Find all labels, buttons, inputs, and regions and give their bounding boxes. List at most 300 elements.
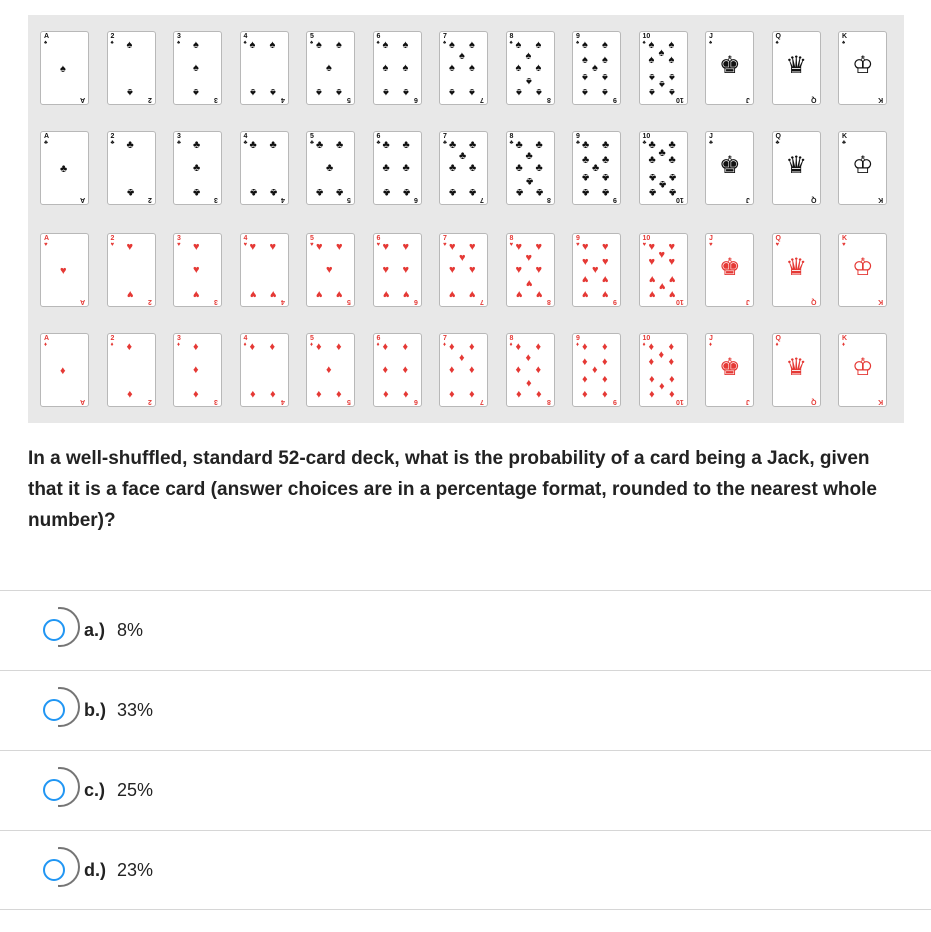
hearts-pip-icon: ♥ [535,288,543,300]
clubs-pip-icon: ♣ [648,186,656,198]
card-pips [516,140,547,198]
card-rank: 6 [376,235,381,242]
diamonds-pip-icon: ♦ [249,388,256,400]
spades-pip-icon: ♠ [648,86,655,98]
card-rank-inverted: Q [811,96,817,103]
diamonds-pip-icon: ♦ [469,341,475,353]
card-suit-mini-icon: ♦ [443,342,447,348]
diamonds-pip-icon: ♦ [382,388,389,400]
card-rank: 3 [177,33,181,40]
card-rank-inverted: 6 [413,96,418,103]
clubs-pip-icon: ♣ [668,186,676,198]
card-rank-inverted: K [877,298,883,305]
diamonds-pip-icon: ♦ [535,388,542,400]
spades-pip-icon: ♠ [582,54,588,66]
playing-card [306,31,355,105]
card-rank: 2 [110,335,115,342]
hearts-pip-icon: ♥ [602,241,609,253]
playing-card [240,233,289,307]
diamonds-pip-icon: ♦ [469,388,475,400]
card-suit-mini-icon: ♥ [775,242,780,248]
playing-card [572,131,621,205]
card-pips [117,342,148,400]
hearts-pip-icon: ♥ [582,241,589,253]
choice-a[interactable] [0,590,931,670]
spades-pip-icon: ♠ [449,39,455,51]
spades-pip-icon: ♠ [668,86,675,98]
face-card-figure-icon: ♚ [719,52,741,79]
hearts-pip-icon: ♥ [316,241,323,253]
card-rank-inverted: 9 [613,298,617,305]
face-card-figure-icon: ♔ [852,52,874,79]
hearts-pip-icon: ♥ [382,288,390,300]
playing-card [173,31,222,105]
playing-card [107,31,156,105]
diamonds-pip-icon: ♦ [402,364,409,376]
hearts-pip-icon: ♥ [525,277,533,289]
spades-pip-icon: ♠ [525,50,532,62]
playing-card [240,131,289,205]
clubs-pip-icon: ♣ [668,154,676,166]
card-rank-inverted: 10 [675,298,684,305]
choice-letter: d.) [84,860,106,880]
clubs-pip-icon: ♣ [126,139,134,151]
playing-card [173,131,222,205]
playing-card [107,333,156,407]
card-rank-inverted: 8 [546,298,551,305]
card-pips [316,242,347,300]
clubs-pip-icon: ♣ [648,139,656,151]
hearts-pip-icon: ♥ [469,288,476,300]
diamonds-pip-icon: ♦ [515,388,522,400]
clubs-pip-icon: ♣ [602,186,610,198]
diamonds-pip-icon: ♦ [668,373,675,385]
card-rank: Q [775,33,781,40]
card-suit-mini-icon: ♣ [310,140,314,146]
playing-card [772,233,821,307]
card-suit-mini-icon: ♠ [842,40,846,46]
card-suit-mini-icon: ♥ [376,242,381,248]
playing-card [838,131,887,205]
radio-button-icon[interactable] [43,619,65,641]
hearts-pip-icon: ♥ [648,288,656,300]
spades-pip-icon: ♠ [316,39,322,51]
card-pips [50,342,81,400]
face-card-figure-icon: ♚ [719,354,741,381]
diamonds-pip-icon: ♦ [582,341,588,353]
hearts-pip-icon: ♥ [582,288,589,300]
face-card-figure-icon: ♔ [852,354,874,381]
card-rank-inverted: A [79,298,85,305]
diamonds-pip-icon: ♦ [525,352,532,364]
spades-pip-icon: ♠ [592,62,598,74]
diamonds-pip-icon: ♦ [316,388,322,400]
card-pips [316,342,347,400]
hearts-pip-icon: ♥ [582,273,589,285]
playing-card [705,31,754,105]
card-suit-mini-icon: ♠ [443,40,447,46]
hearts-pip-icon: ♥ [459,252,466,264]
hearts-pip-icon: ♥ [326,264,333,276]
face-card-figure-icon: ♛ [785,52,808,79]
card-rank-inverted: Q [811,398,817,405]
card-rank-inverted: 7 [480,96,484,103]
clubs-pip-icon: ♣ [402,139,410,151]
card-rank-inverted: 7 [480,298,484,305]
clubs-pip-icon: ♣ [382,162,390,174]
playing-card [572,31,621,105]
card-rank: A [44,335,50,342]
card-rank-inverted: 7 [480,398,484,405]
diamonds-pip-icon: ♦ [449,364,455,376]
playing-card [705,333,754,407]
spades-pip-icon: ♠ [126,86,133,98]
hearts-pip-icon: ♥ [382,241,390,253]
card-pips [250,242,281,300]
card-rank: 4 [243,235,248,242]
card-rank-inverted: 4 [280,398,285,405]
diamonds-pip-icon: ♦ [316,341,322,353]
playing-card [373,333,422,407]
playing-card [173,333,222,407]
card-rank-inverted: K [877,96,883,103]
diamonds-pip-icon: ♦ [382,364,389,376]
card-suit-mini-icon: ♥ [310,242,314,248]
card-suit-mini-icon: ♥ [509,242,514,248]
card-pips [250,140,281,198]
card-rank: 9 [576,235,580,242]
face-card-figure-icon: ♛ [785,152,808,179]
card-pips [316,140,347,198]
card-suit-mini-icon: ♠ [775,40,779,46]
card-pips [449,242,480,300]
playing-card [439,333,488,407]
clubs-pip-icon: ♣ [592,162,600,174]
card-rank: 4 [243,133,248,140]
card-rank: 2 [110,33,115,40]
clubs-pip-icon: ♣ [459,150,467,162]
spades-pip-icon: ♠ [469,39,475,51]
hearts-pip-icon: ♥ [602,288,609,300]
card-rank: Q [775,335,781,342]
card-rank-inverted: 2 [147,196,152,203]
card-pips [582,342,613,400]
clubs-pip-icon: ♣ [535,186,543,198]
diamonds-pip-icon: ♦ [658,380,665,392]
spades-pip-icon: ♠ [469,62,475,74]
card-rank-inverted: 3 [214,298,218,305]
card-rank: 7 [443,235,447,242]
playing-card [40,233,89,307]
clubs-pip-icon: ♣ [469,162,477,174]
clubs-pip-icon: ♣ [193,186,201,198]
card-suit-mini-icon: ♦ [576,342,580,348]
diamonds-pip-icon: ♦ [648,373,655,385]
card-suit-mini-icon: ♦ [509,342,513,348]
diamonds-pip-icon: ♦ [249,341,256,353]
question-text: In a well-shuffled, standard 52-card deck, what is the probability of a card being a Jack, given that it is a face card (answer choices are in a percentage format, rounded to the nearest whole number)? [28,448,877,531]
face-card-figure-icon: ♛ [785,354,808,381]
hearts-pip-icon: ♥ [336,288,343,300]
playing-card [373,31,422,105]
spades-pip-icon: ♠ [515,62,522,74]
card-suit-mini-icon: ♣ [243,140,248,146]
clubs-pip-icon: ♣ [382,139,390,151]
playing-card [838,333,887,407]
card-rank-inverted: 4 [280,196,285,203]
card-rank: 5 [310,133,314,140]
card-suit-mini-icon: ♥ [110,242,115,248]
card-pips [449,40,480,98]
playing-card [40,333,89,407]
choice-letter: c.) [84,780,106,800]
card-rank-inverted: 6 [413,298,418,305]
spades-pip-icon: ♠ [249,86,256,98]
clubs-pip-icon: ♣ [602,171,610,183]
clubs-pip-icon: ♣ [193,139,201,151]
card-rank-inverted: 2 [147,96,152,103]
diamonds-pip-icon: ♦ [592,364,598,376]
card-rank: Q [775,133,781,140]
spades-pip-icon: ♠ [515,86,522,98]
card-rank: 3 [177,235,181,242]
radio-button-icon[interactable] [43,859,65,881]
spades-pip-icon: ♠ [668,71,675,83]
card-pips [516,40,547,98]
card-rank-inverted: 2 [147,298,152,305]
card-rank: K [842,235,848,242]
playing-card [506,131,555,205]
playing-card [639,131,688,205]
playing-card [639,31,688,105]
hearts-pip-icon: ♥ [249,241,257,253]
card-rank-inverted: 9 [613,96,617,103]
spades-pip-icon: ♠ [648,71,655,83]
card-rank: 6 [376,33,381,40]
card-suit-mini-icon: ♣ [709,140,713,146]
card-suit-mini-icon: ♦ [110,342,114,348]
card-pips [449,342,480,400]
spades-pip-icon: ♠ [402,39,409,51]
card-rank: 6 [376,335,381,342]
card-suit-mini-icon: ♠ [110,40,114,46]
card-pips [649,140,680,198]
spades-pip-icon: ♠ [60,63,66,75]
card-rank: K [842,33,848,40]
radio-button-icon[interactable] [43,779,65,801]
spades-pip-icon: ♠ [126,39,133,51]
radio-button-icon[interactable] [43,699,65,721]
spades-pip-icon: ♠ [535,86,542,98]
playing-card [705,233,754,307]
playing-card [107,233,156,307]
card-rank: 7 [443,335,447,342]
spades-pip-icon: ♠ [193,39,199,51]
card-rank-inverted: 8 [546,196,551,203]
clubs-pip-icon: ♣ [449,139,457,151]
spades-pip-icon: ♠ [316,86,322,98]
clubs-pip-icon: ♣ [648,154,656,166]
hearts-pip-icon: ♥ [515,288,523,300]
card-rank: J [709,335,713,342]
clubs-pip-icon: ♣ [316,186,324,198]
diamonds-pip-icon: ♦ [60,365,66,377]
card-suit-mini-icon: ♠ [709,40,713,46]
playing-card [439,233,488,307]
clubs-pip-icon: ♣ [126,186,134,198]
playing-card [705,131,754,205]
spades-pip-icon: ♠ [602,54,608,66]
answer-choices [0,590,931,910]
hearts-pip-icon: ♥ [535,264,543,276]
card-suit-mini-icon: ♠ [44,40,48,46]
hearts-pip-icon: ♥ [668,288,676,300]
diamonds-pip-icon: ♦ [269,388,276,400]
card-rank-inverted: 10 [675,196,684,203]
hearts-pip-icon: ♥ [449,264,456,276]
card-suit-mini-icon: ♦ [842,342,846,348]
spades-pip-icon: ♠ [582,86,588,98]
diamonds-pip-icon: ♦ [648,388,655,400]
clubs-pip-icon: ♣ [336,186,344,198]
playing-card [572,333,621,407]
spades-pip-icon: ♠ [269,39,276,51]
clubs-pip-icon: ♣ [515,186,523,198]
hearts-pip-icon: ♥ [449,288,456,300]
card-suit-mini-icon: ♦ [642,342,646,348]
hearts-pip-icon: ♥ [602,256,609,268]
card-suit-mini-icon: ♠ [177,40,181,46]
playing-card [439,131,488,205]
card-rank-inverted: 5 [347,298,351,305]
card-suit-mini-icon: ♦ [775,342,779,348]
card-pips [50,140,81,198]
card-suit-mini-icon: ♥ [842,242,846,248]
hearts-pip-icon: ♥ [602,273,609,285]
hearts-pip-icon: ♥ [126,288,134,300]
choice-text: 8% [117,620,144,640]
card-rank: 5 [310,33,314,40]
hearts-pip-icon: ♥ [658,249,666,261]
choice-text: 25% [117,780,154,800]
card-rank-inverted: K [877,398,883,405]
diamonds-pip-icon: ♦ [582,356,588,368]
hearts-pip-icon: ♥ [469,241,476,253]
card-rank: 3 [177,133,181,140]
card-pips [117,140,148,198]
card-rank-inverted: Q [811,298,817,305]
card-suit-mini-icon: ♦ [310,342,314,348]
spades-pip-icon: ♠ [402,62,409,74]
diamonds-pip-icon: ♦ [336,388,342,400]
card-suit-mini-icon: ♣ [576,140,580,146]
clubs-pip-icon: ♣ [525,175,533,187]
card-suit-mini-icon: ♣ [775,140,780,146]
playing-card [506,233,555,307]
card-pips [117,40,148,98]
hearts-pip-icon: ♥ [525,252,533,264]
diamonds-pip-icon: ♦ [535,341,542,353]
diamonds-pip-icon: ♦ [525,377,532,389]
diamonds-pip-icon: ♦ [382,341,389,353]
card-suit-mini-icon: ♠ [310,40,314,46]
diamonds-pip-icon: ♦ [269,341,276,353]
clubs-pip-icon: ♣ [515,139,523,151]
clubs-pip-icon: ♣ [582,186,590,198]
clubs-pip-icon: ♣ [469,139,477,151]
clubs-pip-icon: ♣ [668,171,676,183]
clubs-pip-icon: ♣ [269,186,277,198]
card-rank: 10 [642,33,651,40]
diamonds-pip-icon: ♦ [402,341,409,353]
card-rank-inverted: 5 [347,196,351,203]
card-rank: 5 [310,335,314,342]
diamonds-pip-icon: ♦ [193,388,199,400]
spades-pip-icon: ♠ [469,86,475,98]
card-rank-inverted: 2 [147,398,152,405]
spades-pip-icon: ♠ [535,62,542,74]
playing-card [373,131,422,205]
card-suit-mini-icon: ♥ [576,242,580,248]
diamonds-pip-icon: ♦ [193,364,199,376]
spades-pip-icon: ♠ [582,71,588,83]
hearts-pip-icon: ♥ [535,241,543,253]
card-rank-inverted: 6 [413,196,418,203]
playing-card [506,333,555,407]
clubs-pip-icon: ♣ [515,162,523,174]
hearts-pip-icon: ♥ [249,288,257,300]
spades-pip-icon: ♠ [582,39,588,51]
card-rank: 8 [509,33,514,40]
hearts-pip-icon: ♥ [193,288,200,300]
card-rank: A [44,235,50,242]
diamonds-pip-icon: ♦ [668,356,675,368]
hearts-pip-icon: ♥ [60,265,67,277]
clubs-pip-icon: ♣ [602,154,610,166]
hearts-pip-icon: ♥ [515,264,523,276]
card-pips [582,40,613,98]
card-rank-inverted: 5 [347,398,351,405]
playing-card [506,31,555,105]
playing-card [772,31,821,105]
diamonds-pip-icon: ♦ [535,364,542,376]
spades-pip-icon: ♠ [602,86,608,98]
card-rank-inverted: 3 [214,398,218,405]
card-suit-mini-icon: ♠ [509,40,513,46]
playing-card [772,131,821,205]
card-rank-inverted: 4 [280,96,285,103]
card-rank: 5 [310,235,314,242]
clubs-pip-icon: ♣ [658,178,666,190]
card-deck-image [28,15,904,423]
card-rank-inverted: 4 [280,298,285,305]
choice-letter: b.) [84,700,106,720]
card-pips [582,242,613,300]
choice-b[interactable] [0,670,931,750]
card-rank: 10 [642,335,651,342]
clubs-pip-icon: ♣ [336,139,344,151]
clubs-pip-icon: ♣ [249,186,257,198]
hearts-pip-icon: ♥ [336,241,343,253]
diamonds-pip-icon: ♦ [602,373,608,385]
card-suit-mini-icon: ♣ [177,140,181,146]
spades-pip-icon: ♠ [382,39,389,51]
choice-d[interactable] [0,830,931,910]
card-rank: A [44,33,50,40]
card-suit-mini-icon: ♦ [709,342,713,348]
choice-c[interactable] [0,750,931,830]
face-card-figure-icon: ♔ [852,152,874,179]
